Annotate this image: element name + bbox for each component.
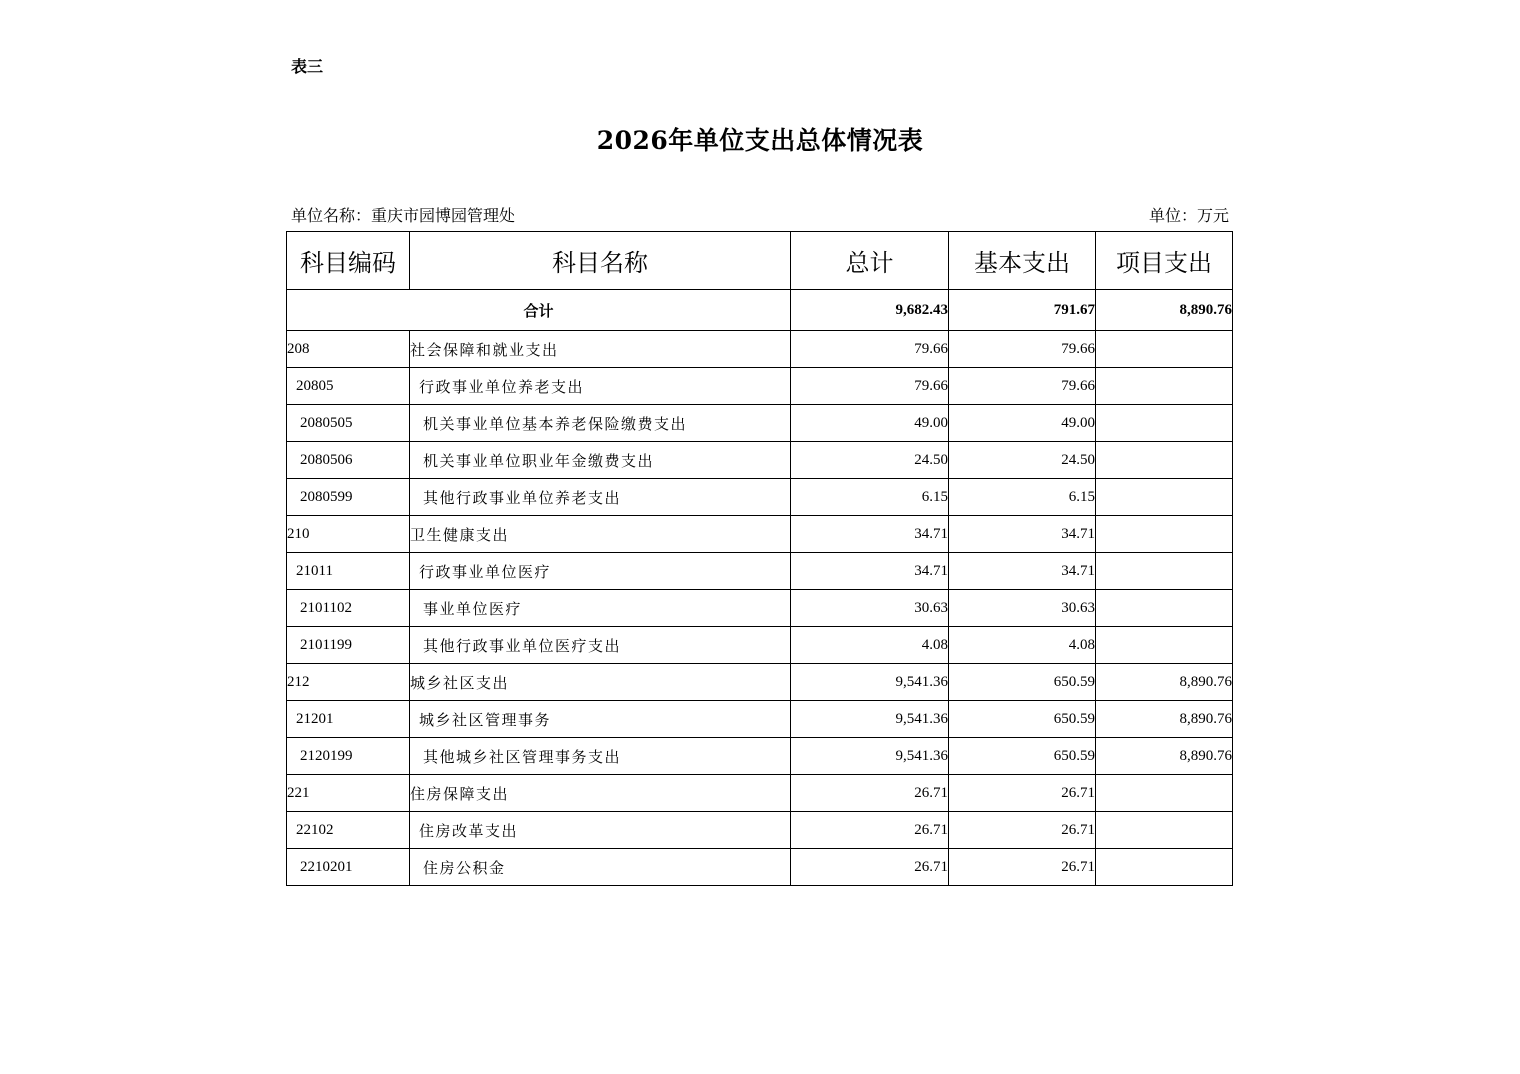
row-basic: 650.59 xyxy=(949,738,1096,775)
row-code: 210 xyxy=(287,516,410,553)
row-code: 212 xyxy=(287,664,410,701)
row-basic: 26.71 xyxy=(949,775,1096,812)
total-sum: 9,682.43 xyxy=(791,290,949,331)
row-project xyxy=(1096,590,1233,627)
table-row xyxy=(287,331,1233,368)
total-label: 合计 xyxy=(287,290,791,331)
table-row xyxy=(287,479,1233,516)
row-project xyxy=(1096,442,1233,479)
row-name: 住房改革支出 xyxy=(410,812,791,849)
row-basic: 79.66 xyxy=(949,331,1096,368)
row-total: 79.66 xyxy=(791,368,949,405)
row-basic: 79.66 xyxy=(949,368,1096,405)
row-total: 6.15 xyxy=(791,479,949,516)
row-project xyxy=(1096,331,1233,368)
table-row xyxy=(287,812,1233,849)
row-total: 24.50 xyxy=(791,442,949,479)
row-code: 221 xyxy=(287,775,410,812)
row-name: 行政事业单位养老支出 xyxy=(410,368,791,405)
table-row xyxy=(287,701,1233,738)
row-name: 住房保障支出 xyxy=(410,775,791,812)
row-project xyxy=(1096,849,1233,886)
row-name: 其他行政事业单位养老支出 xyxy=(410,479,791,516)
row-name: 其他行政事业单位医疗支出 xyxy=(410,627,791,664)
row-basic: 650.59 xyxy=(949,664,1096,701)
row-project xyxy=(1096,405,1233,442)
row-code: 21011 xyxy=(287,553,410,590)
row-code: 2120199 xyxy=(287,738,410,775)
page-title: 2026年单位支出总体情况表 xyxy=(596,126,924,155)
table-row xyxy=(287,405,1233,442)
row-name: 事业单位医疗 xyxy=(410,590,791,627)
table-header-row xyxy=(287,232,1233,290)
row-name: 卫生健康支出 xyxy=(410,516,791,553)
table-number-label: 表三 xyxy=(291,57,324,76)
table-row xyxy=(287,775,1233,812)
total-project: 8,890.76 xyxy=(1096,290,1233,331)
row-name: 机关事业单位基本养老保险缴费支出 xyxy=(410,405,791,442)
table-row xyxy=(287,516,1233,553)
row-total: 9,541.36 xyxy=(791,664,949,701)
row-total: 26.71 xyxy=(791,812,949,849)
column-header-code: 科目编码 xyxy=(287,232,410,290)
column-header-project: 项目支出 xyxy=(1096,232,1233,290)
row-basic: 24.50 xyxy=(949,442,1096,479)
row-total: 9,541.36 xyxy=(791,701,949,738)
row-project xyxy=(1096,812,1233,849)
row-basic: 6.15 xyxy=(949,479,1096,516)
row-code: 21201 xyxy=(287,701,410,738)
row-basic: 34.71 xyxy=(949,516,1096,553)
column-header-name: 科目名称 xyxy=(410,232,791,290)
row-basic: 26.71 xyxy=(949,812,1096,849)
row-code: 2210201 xyxy=(287,849,410,886)
row-project: 8,890.76 xyxy=(1096,738,1233,775)
table-row xyxy=(287,553,1233,590)
table-row xyxy=(287,849,1233,886)
row-total: 9,541.36 xyxy=(791,738,949,775)
row-basic: 26.71 xyxy=(949,849,1096,886)
row-project: 8,890.76 xyxy=(1096,701,1233,738)
row-code: 2080506 xyxy=(287,442,410,479)
row-name: 行政事业单位医疗 xyxy=(410,553,791,590)
row-code: 2080505 xyxy=(287,405,410,442)
row-basic: 49.00 xyxy=(949,405,1096,442)
row-code: 22102 xyxy=(287,812,410,849)
row-total: 79.66 xyxy=(791,331,949,368)
row-project: 8,890.76 xyxy=(1096,664,1233,701)
row-project xyxy=(1096,516,1233,553)
row-code: 2101199 xyxy=(287,627,410,664)
total-row xyxy=(287,290,1233,331)
row-project xyxy=(1096,479,1233,516)
row-total: 26.71 xyxy=(791,775,949,812)
expenditure-table xyxy=(286,231,1233,886)
total-basic: 791.67 xyxy=(949,290,1096,331)
table-row xyxy=(287,590,1233,627)
row-name: 机关事业单位职业年金缴费支出 xyxy=(410,442,791,479)
row-basic: 34.71 xyxy=(949,553,1096,590)
row-basic: 4.08 xyxy=(949,627,1096,664)
row-name: 城乡社区支出 xyxy=(410,664,791,701)
row-total: 30.63 xyxy=(791,590,949,627)
row-code: 208 xyxy=(287,331,410,368)
unit-name-label: 单位名称：重庆市园博园管理处 xyxy=(291,206,516,225)
row-basic: 650.59 xyxy=(949,701,1096,738)
row-name: 住房公积金 xyxy=(410,849,791,886)
column-header-basic: 基本支出 xyxy=(949,232,1096,290)
table-row xyxy=(287,738,1233,775)
row-project xyxy=(1096,553,1233,590)
row-name: 其他城乡社区管理事务支出 xyxy=(410,738,791,775)
row-code: 20805 xyxy=(287,368,410,405)
row-project xyxy=(1096,775,1233,812)
row-project xyxy=(1096,368,1233,405)
row-basic: 30.63 xyxy=(949,590,1096,627)
row-total: 34.71 xyxy=(791,516,949,553)
currency-unit-label: 单位：万元 xyxy=(1148,206,1229,225)
row-total: 4.08 xyxy=(791,627,949,664)
table-row xyxy=(287,368,1233,405)
row-project xyxy=(1096,627,1233,664)
row-code: 2080599 xyxy=(287,479,410,516)
row-total: 34.71 xyxy=(791,553,949,590)
table-row xyxy=(287,627,1233,664)
row-total: 26.71 xyxy=(791,849,949,886)
row-name: 社会保障和就业支出 xyxy=(410,331,791,368)
column-header-total: 总计 xyxy=(791,232,949,290)
row-total: 49.00 xyxy=(791,405,949,442)
row-name: 城乡社区管理事务 xyxy=(410,701,791,738)
table-row xyxy=(287,442,1233,479)
table-row xyxy=(287,664,1233,701)
row-code: 2101102 xyxy=(287,590,410,627)
